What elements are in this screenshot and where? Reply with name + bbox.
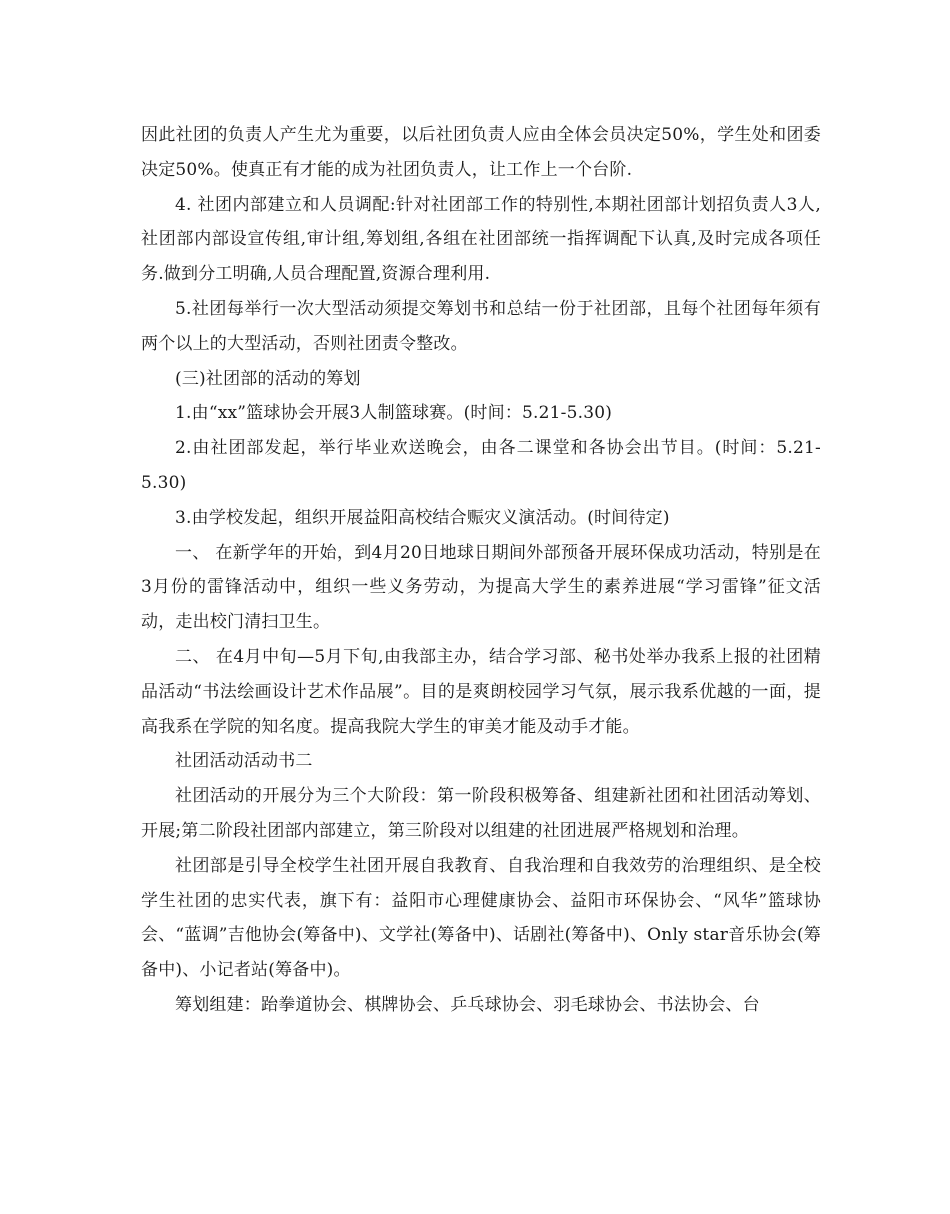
paragraph-item-1: 1.由“xx”篮球协会开展3人制篮球赛。(时间：5.21-5.30) (175, 403, 613, 424)
paragraph-stages: 社团活动的开展分为三个大阶段：第一阶段积极筹备、组建新社团和社团活动筹划、开展;第二阶段社团部内部建立，第三阶段对以组建的社团进展严格规划和治理。 (141, 786, 821, 841)
document-body (141, 118, 821, 1023)
section-heading-book-two: 社团活动活动书二 (175, 751, 313, 772)
paragraph-item-2: 2.由社团部发起，举行毕业欢送晚会，由各二课堂和各协会出节目。(时间：5.21-5.30) (141, 438, 821, 493)
paragraph-section-one: 一、 在新学年的开始，到4月20日地球日期间外部预备开展环保成功活动，特别是在3月份的雷锋活动中，组织一些义务劳动，为提高大学生的素养进展“学习雷锋”征文活动，走出校门清扫卫生。 (141, 542, 821, 633)
paragraph-planned-clubs: 筹划组建：跆拳道协会、棋牌协会、乒乓球协会、羽毛球协会、书法协会、台 (175, 994, 760, 1015)
paragraph-section-two: 二、 在4月中旬—5月下旬,由我部主办，结合学习部、秘书处举办我系上报的社团精品活动“书法绘画设计艺术作品展”。目的是爽朗校园学习气氛，展示我系优越的一面，提高我系在学院的知名度。提高我院大学生的审美才能及动手才能。 (141, 646, 821, 737)
paragraph-3: 5.社团每举行一次大型活动须提交筹划书和总结一份于社团部，且每个社团每年须有两个以上的大型活动，否则社团责令整改。 (141, 298, 821, 354)
paragraph-item-3: 3.由学校发起，组织开展益阳高校结合赈灾义演活动。(时间待定) (175, 507, 670, 528)
section-heading-activity-planning: (三)社团部的活动的筹划 (175, 368, 361, 389)
paragraph-1: 因此社团的负责人产生尤为重要，以后社团负责人应由全体会员决定50%，学生处和团委决定50%。使真正有才能的成为社团负责人，让工作上一个台阶. (141, 125, 821, 180)
paragraph-2: 4. 社团内部建立和人员调配:针对社团部工作的特别性,本期社团部计划招负责人3人,社团部内部设宣传组,审计组,筹划组,各组在社团部统一指挥调配下认真,及时完成各项任务.做到分工明确,人员合理配置,资源合理利用. (141, 194, 821, 285)
paragraph-department-intro: 社团部是引导全校学生社团开展自我教育、自我治理和自我效劳的治理组织、是全校学生社团的忠实代表，旗下有：益阳市心理健康协会、益阳市环保协会、“风华”篮球协会、“蓝调”吉他协会(筹备中)、文学社(筹备中)、话剧社(筹备中)、Only star音乐协会(筹备中)、小记者站(筹备中)。 (141, 855, 821, 981)
